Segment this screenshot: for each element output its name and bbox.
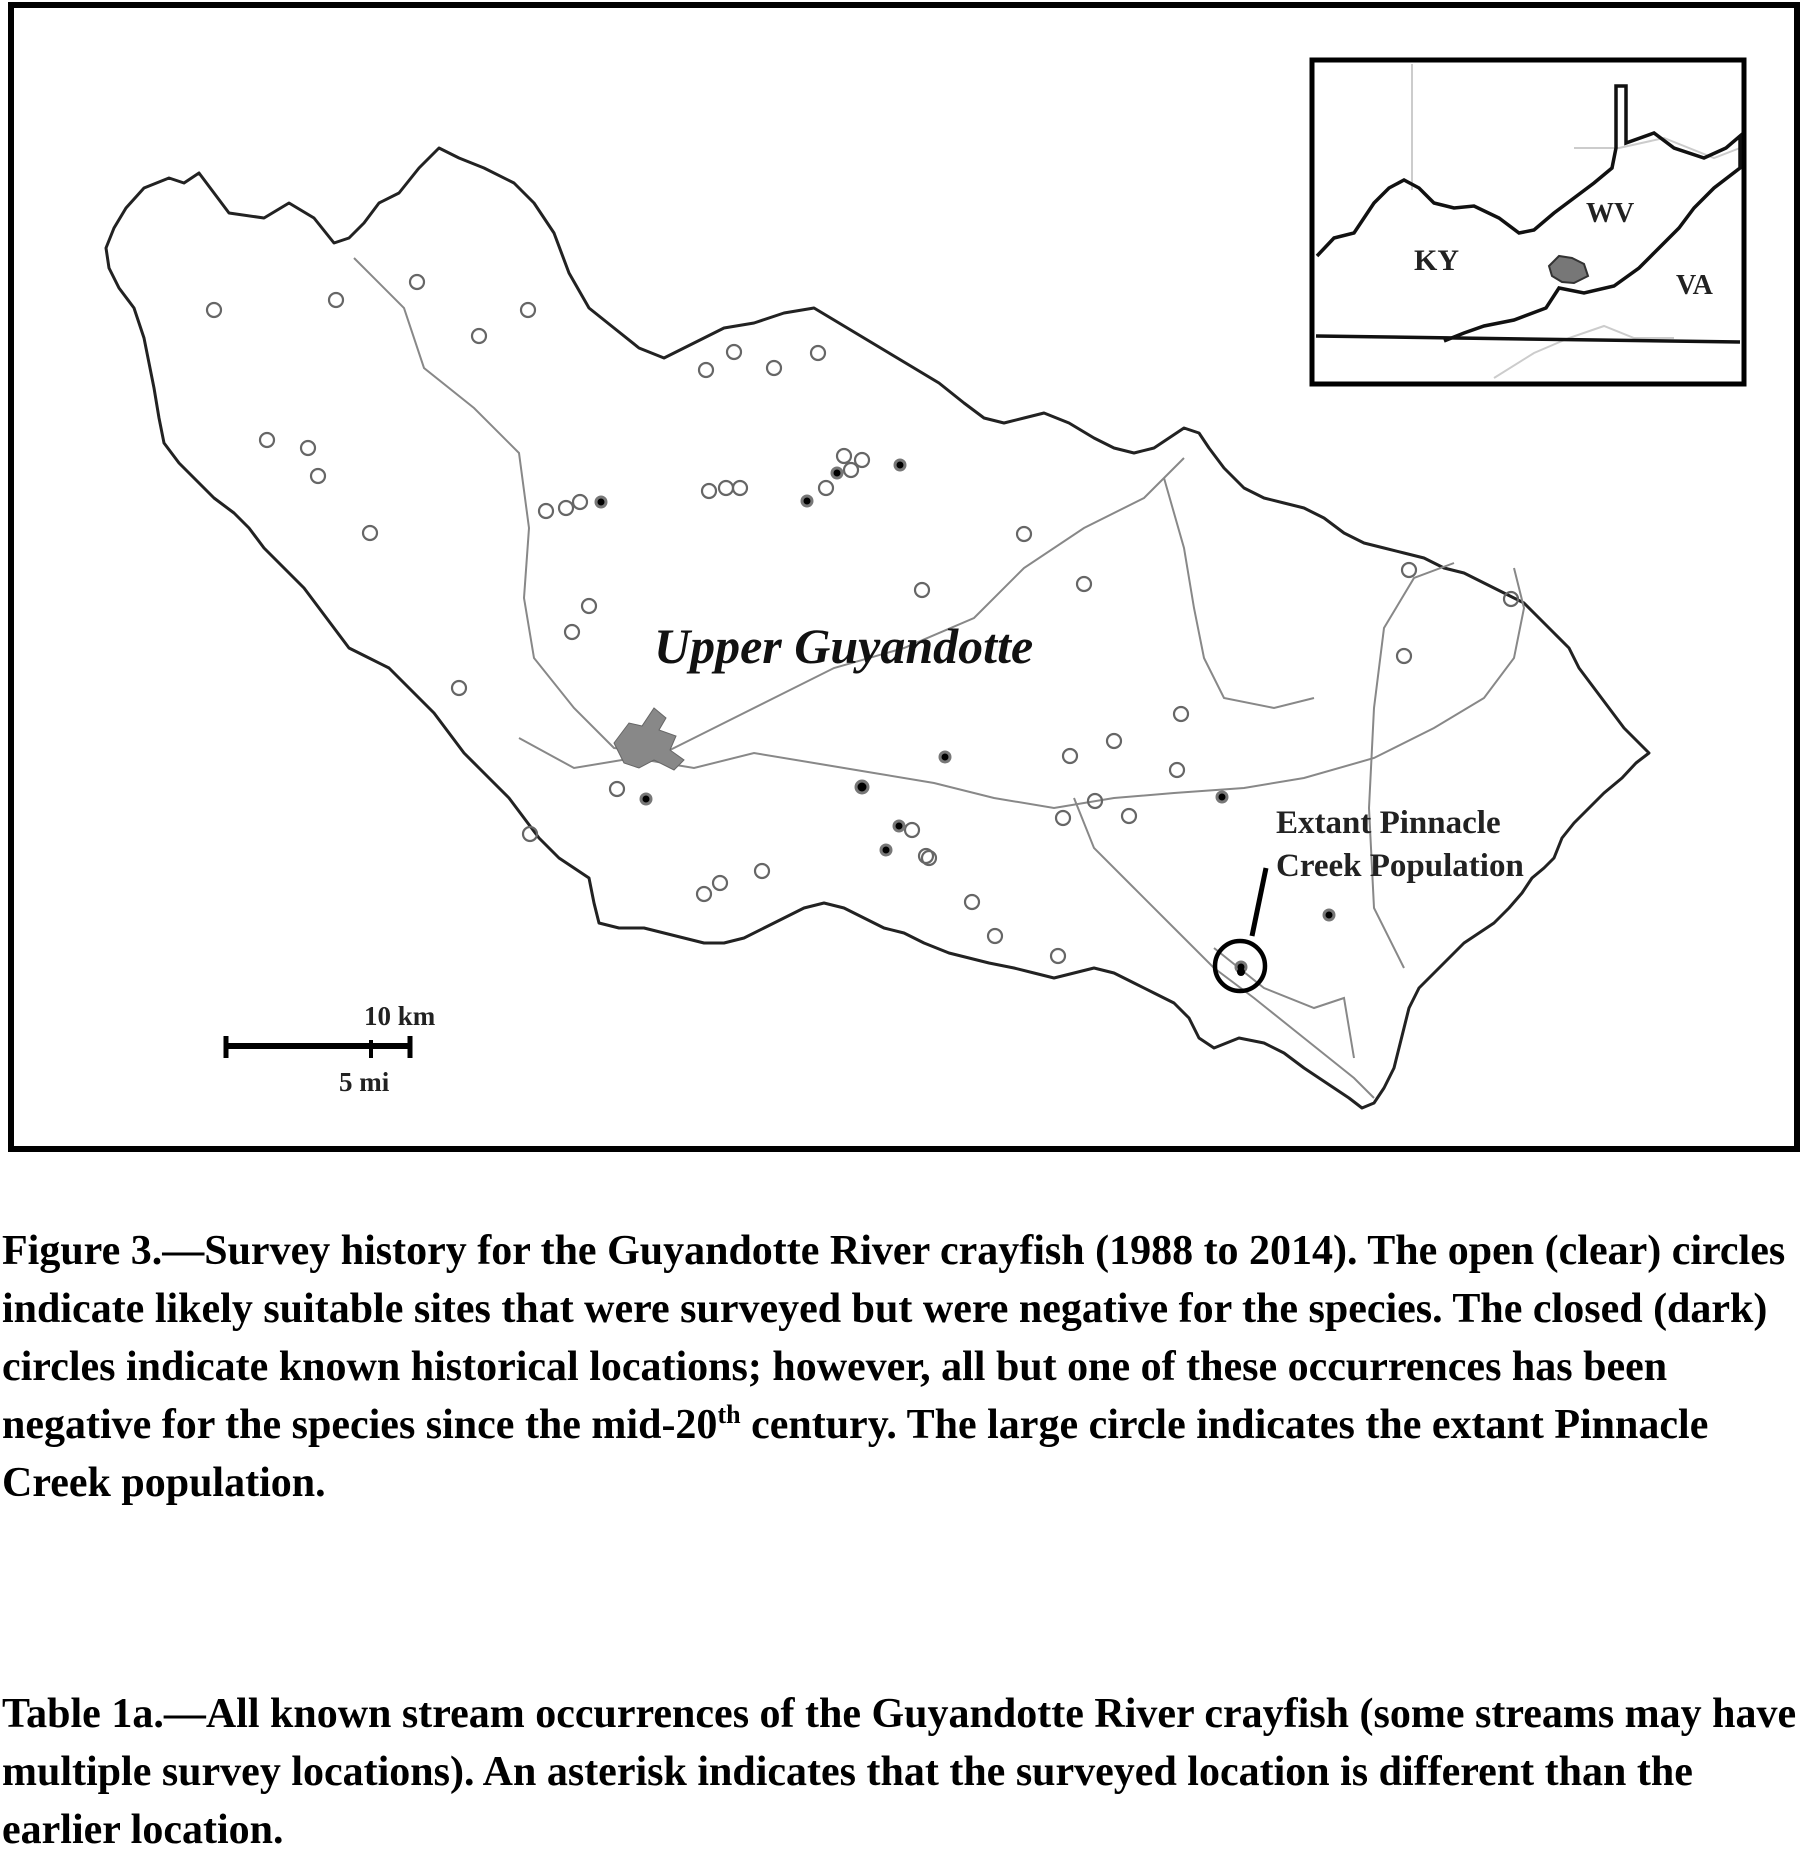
scale-bar <box>226 1001 436 1097</box>
scale-mi-label: 5 mi <box>339 1067 390 1097</box>
extant-population-marker <box>1215 868 1266 991</box>
inset-label-wv: WV <box>1586 198 1635 229</box>
reservoir <box>614 708 684 770</box>
figure-caption-text: Figure 3.—Survey history for the Guyandotte River crayfish (1988 to 2014). The open (clear) circles indicate likely suitable sites that were surveyed but were negative for the species. The closed (dark) circles indicate known historical locations; however, all but one of these occurrences has been negative for the species since the mid-20 <box>2 1228 1786 1448</box>
population-label-line2: Creek Population <box>1276 848 1524 884</box>
figure-caption-text-end: century. The large circle indicates the extant Pinnacle Creek population. <box>2 1402 1709 1506</box>
watershed-map <box>14 8 1794 1146</box>
figure-caption-superscript: th <box>717 1400 741 1429</box>
population-label-line1: Extant Pinnacle <box>1276 805 1501 841</box>
inset-label-ky: KY <box>1414 244 1459 277</box>
inset-locator-map <box>1312 60 1744 384</box>
map-figure <box>8 2 1800 1152</box>
table-caption: Table 1a.—All known stream occurrences of the Guyandotte River crayfish (some streams may have multiple survey locations). An asterisk indicates that the surveyed location is different than the earlier location. <box>2 1691 1797 1853</box>
closed-circle-sites <box>596 460 1334 972</box>
scale-km-label: 10 km <box>364 1001 436 1031</box>
figure-caption <box>2 1222 1797 1512</box>
inset-label-va: VA <box>1676 270 1713 301</box>
region-label: Upper Guyandotte <box>654 618 1034 674</box>
